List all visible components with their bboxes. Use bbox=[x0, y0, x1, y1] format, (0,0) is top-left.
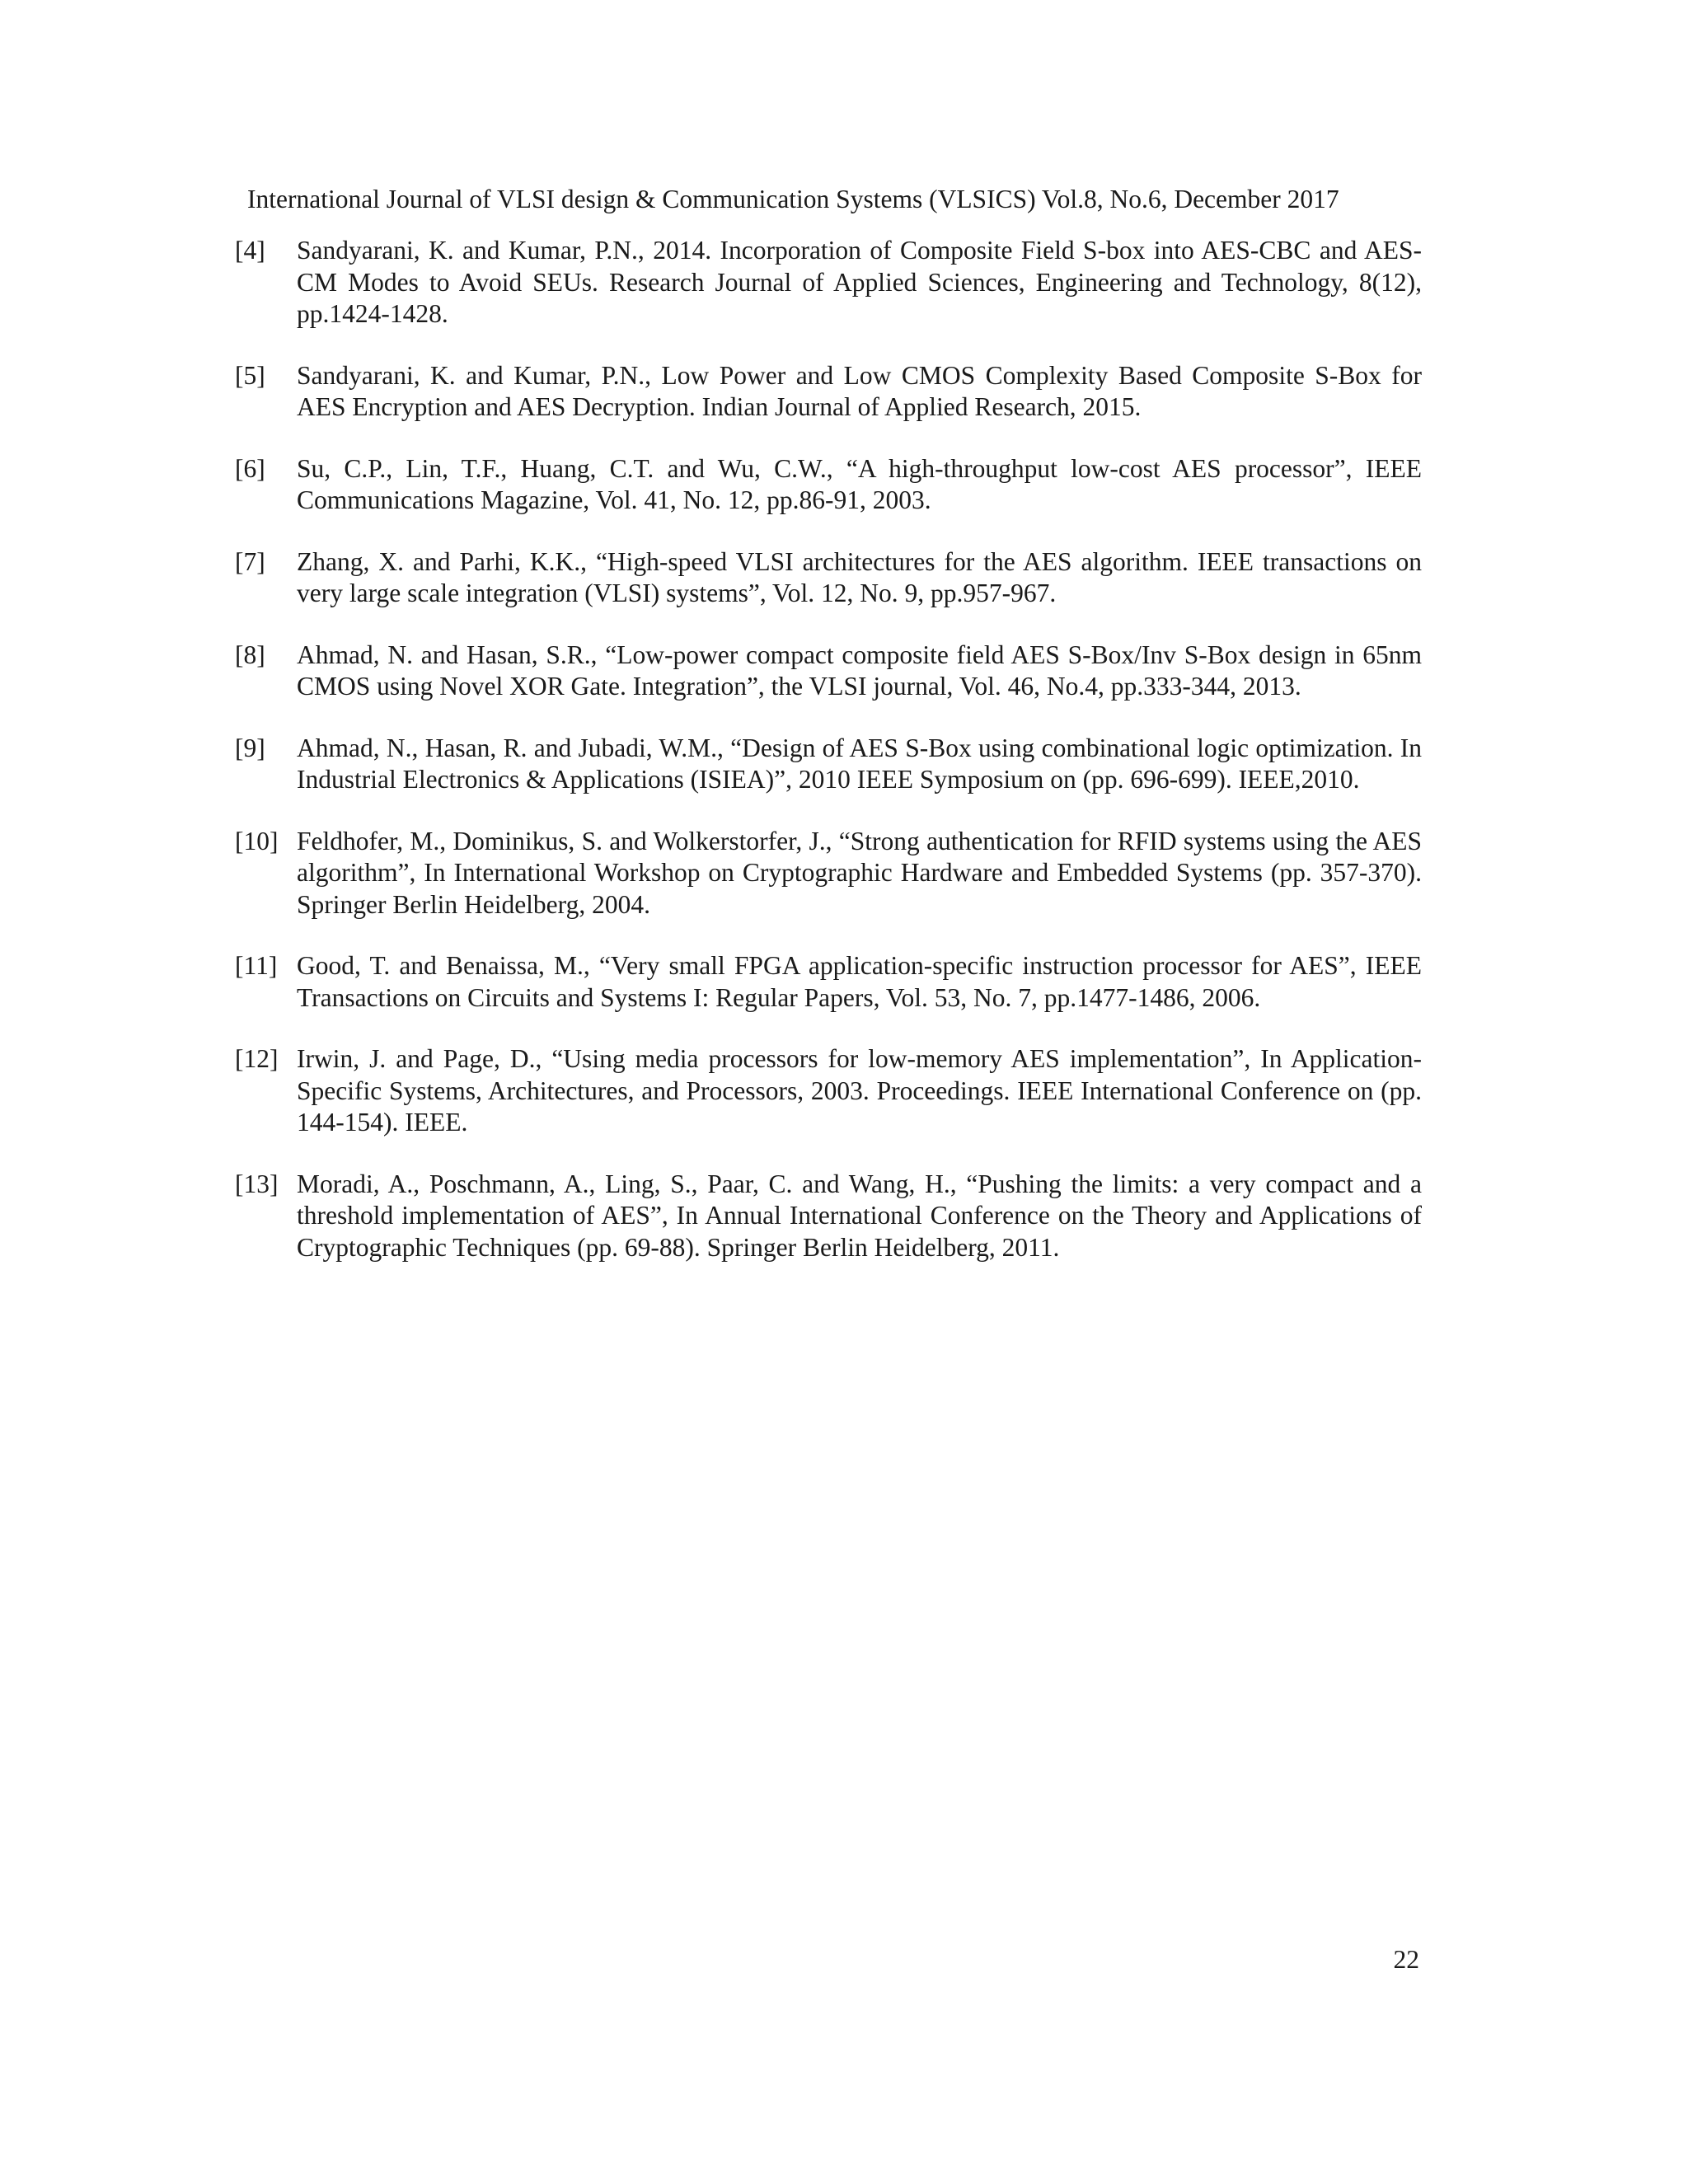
reference-number: [11] bbox=[235, 951, 278, 980]
reference-number: [6] bbox=[235, 453, 265, 483]
reference-item bbox=[235, 453, 1422, 517]
reference-text: Feldhofer, M., Dominikus, S. and Wolkerstorfer, J., “Strong authentication for RFID systems using the AES algorithm”, In International Workshop on Cryptographic Hardware and Embedded Systems (pp. 357-370). Springer Berlin Heidelberg, 2004. bbox=[297, 826, 1422, 919]
reference-number: [4] bbox=[235, 236, 265, 265]
reference-number: [5] bbox=[235, 360, 265, 390]
reference-text: Good, T. and Benaissa, M., “Very small FPGA application-specific instruction processor for AES”, IEEE Transactions on Circuits and Systems I: Regular Papers, Vol. 53, No. 7, pp.1477-1486, 2006. bbox=[297, 951, 1422, 1012]
reference-item bbox=[235, 1043, 1422, 1139]
reference-item bbox=[235, 546, 1422, 610]
reference-text: Sandyarani, K. and Kumar, P.N., 2014. Incorporation of Composite Field S-box into AES-CBC and AES-CM Modes to Avoid SEUs. Research Journal of Applied Sciences, Engineering and Technology, 8(12), pp.1424-1428. bbox=[297, 236, 1422, 328]
reference-number: [13] bbox=[235, 1169, 279, 1198]
reference-number: [8] bbox=[235, 640, 265, 669]
running-header: International Journal of VLSI design & Communication Systems (VLSICS) Vol.8, No.6, December 2017 bbox=[247, 185, 1339, 213]
reference-item bbox=[235, 360, 1422, 424]
reference-text: Ahmad, N. and Hasan, S.R., “Low-power compact composite field AES S-Box/Inv S-Box design in 65nm CMOS using Novel XOR Gate. Integration”, the VLSI journal, Vol. 46, No.4, pp.333-344, 2013. bbox=[297, 640, 1422, 701]
reference-text: Sandyarani, K. and Kumar, P.N., Low Power and Low CMOS Complexity Based Composite S-Box for AES Encryption and AES Decryption. Indian Journal of Applied Research, 2015. bbox=[297, 360, 1422, 421]
reference-text: Su, C.P., Lin, T.F., Huang, C.T. and Wu, C.W., “A high-throughput low-cost AES processor”, IEEE Communications Magazine, Vol. 41, No. 12, pp.86-91, 2003. bbox=[297, 453, 1422, 514]
reference-item bbox=[235, 950, 1422, 1014]
reference-item bbox=[235, 1169, 1422, 1264]
reference-number: [9] bbox=[235, 733, 265, 762]
reference-item bbox=[235, 826, 1422, 921]
reference-number: [12] bbox=[235, 1044, 279, 1073]
page-number: 22 bbox=[1393, 1945, 1419, 1974]
reference-list bbox=[235, 235, 1422, 1293]
reference-text: Ahmad, N., Hasan, R. and Jubadi, W.M., “Design of AES S-Box using combinational logic optimization. In Industrial Electronics & Applications (ISIEA)”, 2010 IEEE Symposium on (pp. 696-699). IEEE,2010. bbox=[297, 733, 1422, 794]
reference-item bbox=[235, 640, 1422, 703]
reference-item bbox=[235, 733, 1422, 796]
reference-number: [10] bbox=[235, 826, 279, 855]
reference-text: Moradi, A., Poschmann, A., Ling, S., Paar, C. and Wang, H., “Pushing the limits: a very compact and a threshold implementation of AES”, In Annual International Conference on the Theory and Applications of Cryptographic Techniques (pp. 69-88). Springer Berlin Heidelberg, 2011. bbox=[297, 1169, 1422, 1262]
reference-item bbox=[235, 235, 1422, 330]
reference-number: [7] bbox=[235, 546, 265, 576]
reference-text: Irwin, J. and Page, D., “Using media processors for low-memory AES implementation”, In Application-Specific Systems, Architectures, and Processors, 2003. Proceedings. IEEE International Conference on (pp. 144-154). IEEE. bbox=[297, 1044, 1422, 1137]
reference-text: Zhang, X. and Parhi, K.K., “High-speed VLSI architectures for the AES algorithm. IEEE transactions on very large scale integration (VLSI) systems”, Vol. 12, No. 9, pp.957-967. bbox=[297, 546, 1422, 607]
